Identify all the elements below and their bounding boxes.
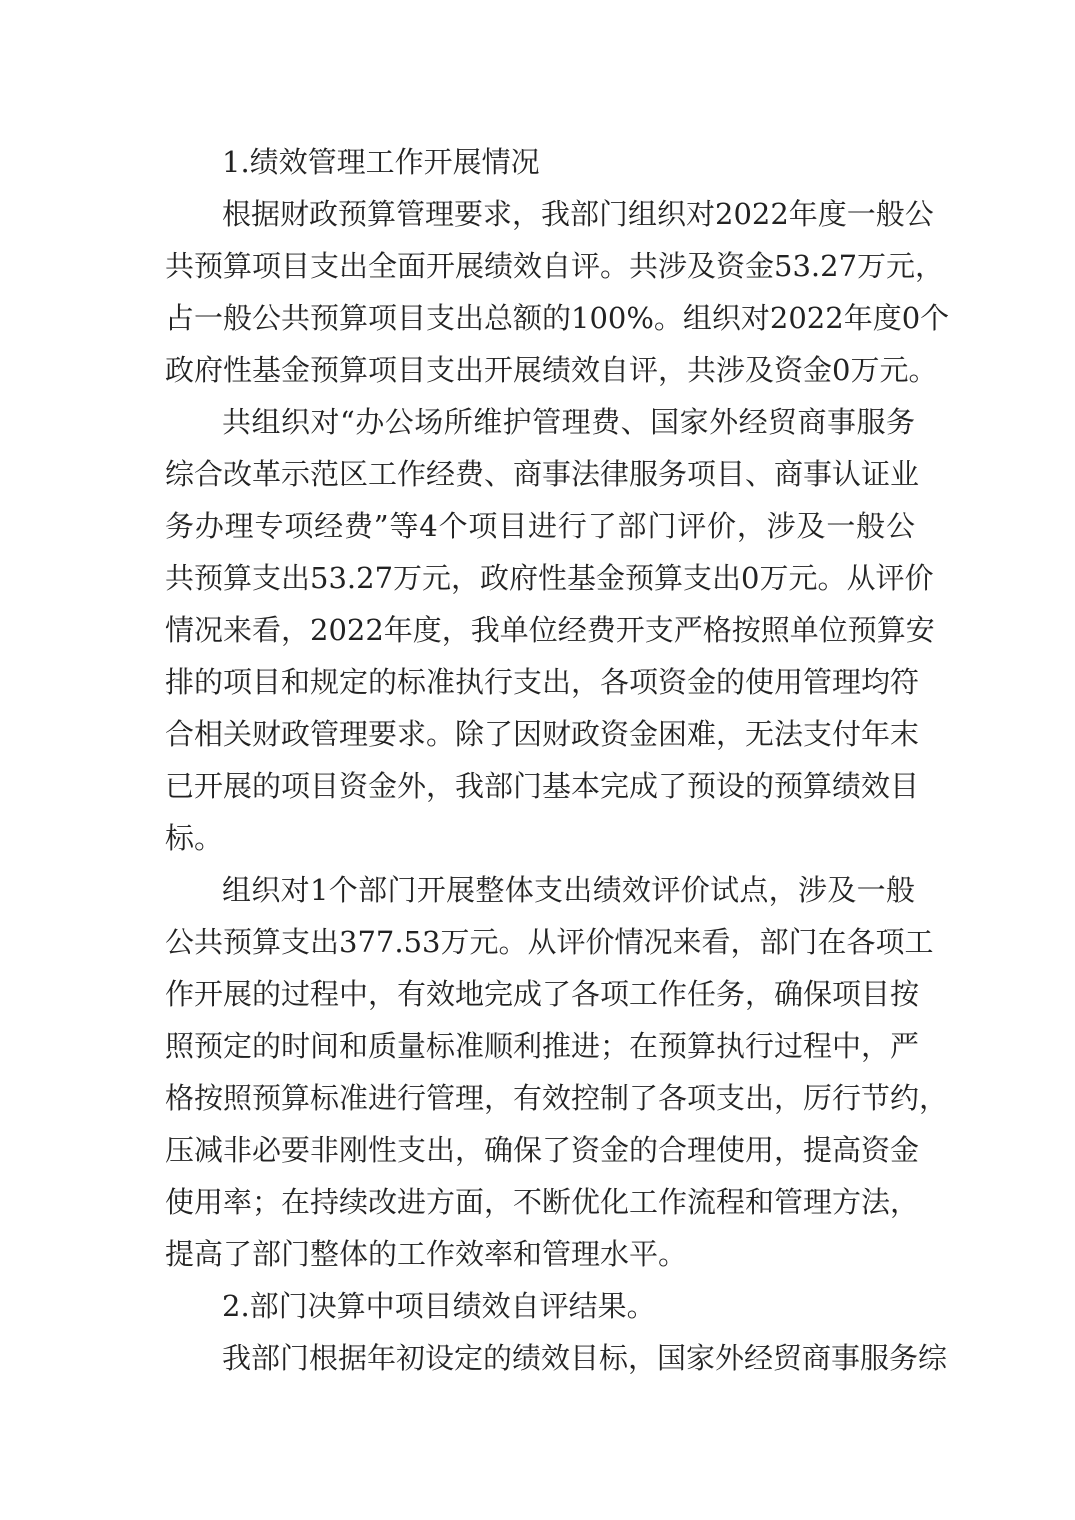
paragraph-1-line-3: 占一般公共预算项目支出总额的100%。组织对2022年度0个 xyxy=(165,301,950,335)
paragraph-2-line-1: 共组织对“办公场所维护管理费、国家外经贸商事服务 xyxy=(222,405,915,439)
paragraph-2-line-5: 情况来看，2022年度，我单位经费开支严格按照单位预算安 xyxy=(165,613,935,647)
paragraph-2-line-4: 共预算支出53.27万元，政府性基金预算支出0万元。从评价 xyxy=(165,561,934,595)
paragraph-3-line-1: 组织对1个部门开展整体支出绩效评价试点，涉及一般 xyxy=(222,873,915,907)
paragraph-3-line-2: 公共预算支出377.53万元。从评价情况来看，部门在各项工 xyxy=(165,925,934,959)
paragraph-3-line-4: 照预定的时间和质量标准顺利推进；在预算执行过程中，严 xyxy=(165,1029,920,1063)
paragraph-3-line-5: 格按照预算标准进行管理，有效控制了各项支出，厉行节约， xyxy=(165,1081,949,1115)
paragraph-4-line-1: 我部门根据年初设定的绩效目标，国家外经贸商事服务综 xyxy=(222,1341,948,1375)
paragraph-2-line-7: 合相关财政管理要求。除了因财政资金困难，无法支付年末 xyxy=(165,717,920,751)
paragraph-1-line-4: 政府性基金预算项目支出开展绩效自评，共涉及资金0万元。 xyxy=(165,353,938,387)
paragraph-2-line-3: 务办理专项经费”等4个项目进行了部门评价，涉及一般公 xyxy=(165,509,915,543)
section-heading-1: 1.绩效管理工作开展情况 xyxy=(222,145,540,179)
paragraph-1-line-1: 根据财政预算管理要求，我部门组织对2022年度一般公 xyxy=(222,197,934,231)
paragraph-2-line-6: 排的项目和规定的标准执行支出，各项资金的使用管理均符 xyxy=(165,665,920,699)
paragraph-3-line-3: 作开展的过程中，有效地完成了各项工作任务，确保项目按 xyxy=(165,977,920,1011)
paragraph-2-line-8: 已开展的项目资金外，我部门基本完成了预设的预算绩效目 xyxy=(165,769,920,803)
paragraph-3-line-6: 压减非必要非刚性支出，确保了资金的合理使用，提高资金 xyxy=(165,1133,920,1167)
paragraph-3-line-7: 使用率；在持续改进方面，不断优化工作流程和管理方法， xyxy=(165,1185,920,1219)
paragraph-2-line-9: 标。 xyxy=(165,821,224,855)
paragraph-1-line-2: 共预算项目支出全面开展绩效自评。共涉及资金53.27万元， xyxy=(165,249,945,283)
section-heading-2: 2.部门决算中项目绩效自评结果。 xyxy=(222,1289,656,1323)
paragraph-2-line-2: 综合改革示范区工作经费、商事法律服务项目、商事认证业 xyxy=(165,457,920,491)
paragraph-3-line-8: 提高了部门整体的工作效率和管理水平。 xyxy=(165,1237,688,1271)
